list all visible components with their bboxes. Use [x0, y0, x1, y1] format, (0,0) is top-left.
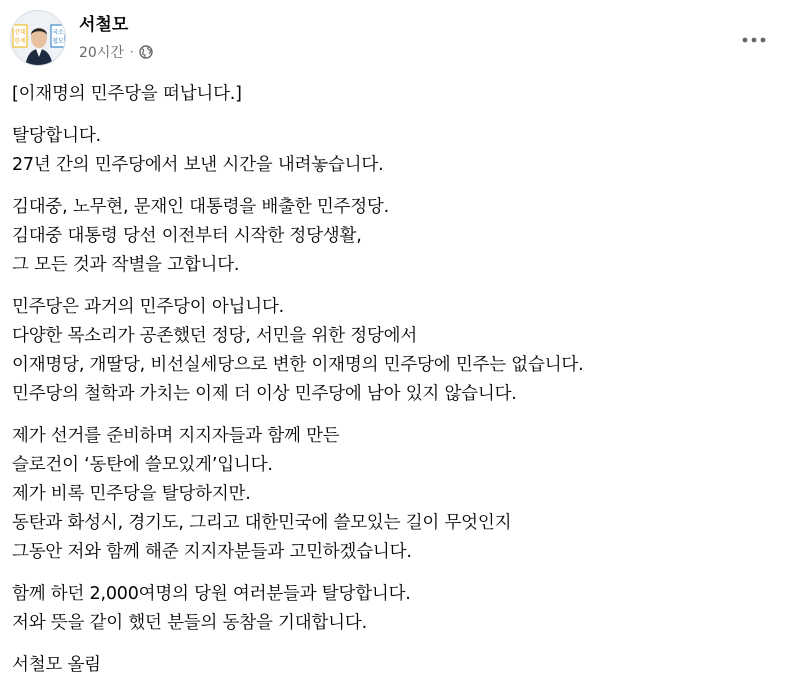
more-options-button[interactable]	[736, 22, 772, 58]
post-paragraph	[12, 422, 772, 567]
post-line: 김대중, 노무현, 문재인 대통령을 배출한 민주정당.	[12, 197, 390, 217]
post-line: 다양한 목소리가 공존했던 정당, 서민을 위한 정당에서	[12, 326, 418, 346]
post-paragraph	[12, 122, 772, 180]
post-line: 김대중 대통령 당선 이전부터 시작한 정당생활,	[12, 226, 362, 246]
post-body	[12, 80, 772, 693]
post-line: 저와 뜻을 같이 했던 분들의 동참을 기대합니다.	[12, 613, 367, 633]
avatar[interactable]	[10, 10, 66, 66]
post-line: 제가 비록 민주당을 탈당하지만.	[12, 484, 251, 504]
author-name[interactable]: 서철모	[79, 15, 129, 35]
svg-text:선대: 선대	[14, 29, 26, 36]
post-line: [이재명의 민주당을 떠납니다.]	[12, 84, 242, 104]
post-line: 슬로건이 ‘동탄에 쓸모있게’입니다.	[12, 455, 273, 475]
post-line: 제가 선거를 준비하며 지지자들과 함께 만든	[12, 426, 340, 446]
post-paragraph	[12, 293, 772, 409]
post-line: 그동안 저와 함께 해준 지지자분들과 고민하겠습니다.	[12, 542, 412, 562]
globe-icon[interactable]	[139, 45, 153, 59]
post-line: 함께 하던 2,000여명의 당원 여러분들과 탈당합니다.	[12, 584, 411, 604]
post-line: 그 모든 것과 작별을 고합니다.	[12, 255, 240, 275]
svg-text:한계: 한계	[14, 38, 26, 45]
post-line: 동탄과 화성시, 경기도, 그리고 대한민국에 쓸모있는 길이 무엇인지	[12, 513, 512, 533]
post-meta	[79, 42, 153, 62]
meta-separator: ·	[129, 45, 134, 59]
post-time[interactable]: 20시간	[79, 45, 124, 61]
post-paragraph	[12, 80, 772, 109]
post-line: 민주당은 과거의 민주당이 아닙니다.	[12, 297, 285, 317]
post-line: 민주당의 철학과 가치는 이제 더 이상 민주당에 남아 있지 않습니다.	[12, 384, 517, 404]
post-paragraph	[12, 651, 772, 680]
post-paragraph	[12, 193, 772, 280]
post-line: 27년 간의 민주당에서 보낸 시간을 내려놓습니다.	[12, 155, 384, 175]
more-options-icon	[742, 37, 766, 43]
post-signature: 서철모 올림	[12, 655, 101, 675]
svg-text:국소: 국소	[52, 29, 64, 36]
post-paragraph	[12, 580, 772, 638]
post-line: 이재명당, 개딸당, 비선실세당으로 변한 이재명의 민주당에 민주는 없습니다.	[12, 355, 584, 375]
post-header	[10, 10, 780, 70]
avatar-image	[11, 11, 66, 66]
svg-text:철모: 철모	[52, 38, 64, 45]
post-line: 탈당합니다.	[12, 126, 101, 146]
